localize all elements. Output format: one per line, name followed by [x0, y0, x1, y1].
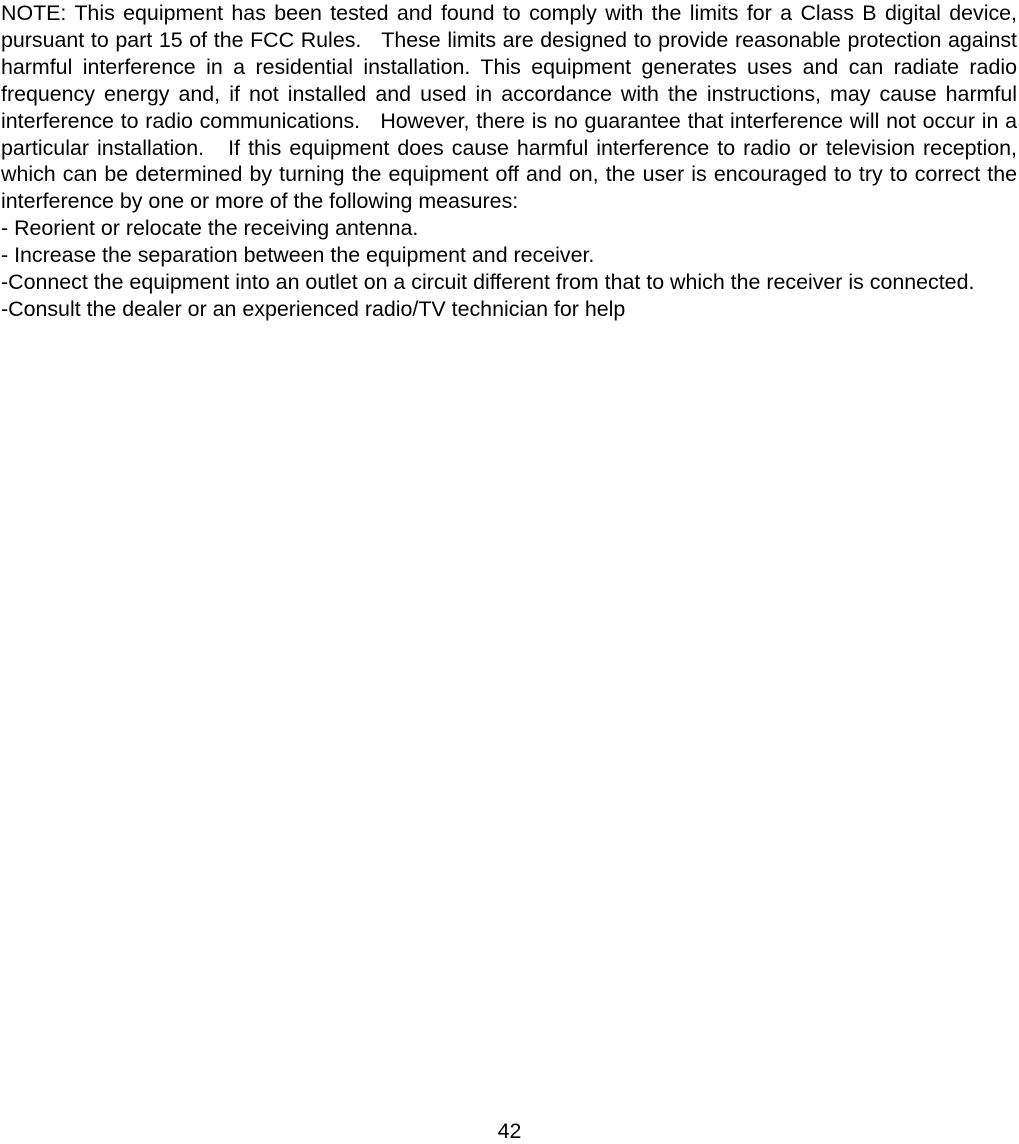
page-number: 42 [497, 1119, 522, 1143]
page-body [1, 0, 1017, 323]
measure-consult-dealer: -Consult the dealer or an experienced radio/TV technician for help [1, 296, 626, 321]
measure-reorient-antenna: - Reorient or relocate the receiving antenna. [1, 216, 419, 241]
measure-different-outlet: -Connect the equipment into an outlet on a circuit different from that to which the receiver is connected. [1, 270, 975, 295]
measure-increase-separation: - Increase the separation between the equipment and receiver. [1, 243, 595, 268]
fcc-note-paragraph: NOTE: This equipment has been tested and found to comply with the limits for a Class B digital device, pursuant to part 15 of the FCC Rules. These limits are designed to provide reasonable protection against harmful interference in a residential installation. This equipment generates uses and can radiate radio frequency energy and, if not installed and used in accordance with the instructions, may cause harmful interference to radio communications. However, there is no guarantee that interference will not occur in a particular installation. If this equipment does cause harmful interference to radio or television reception, which can be determined by turning the equipment off and on, the user is encouraged to try to correct the interference by one or more of the following measures: [1, 1, 1017, 214]
